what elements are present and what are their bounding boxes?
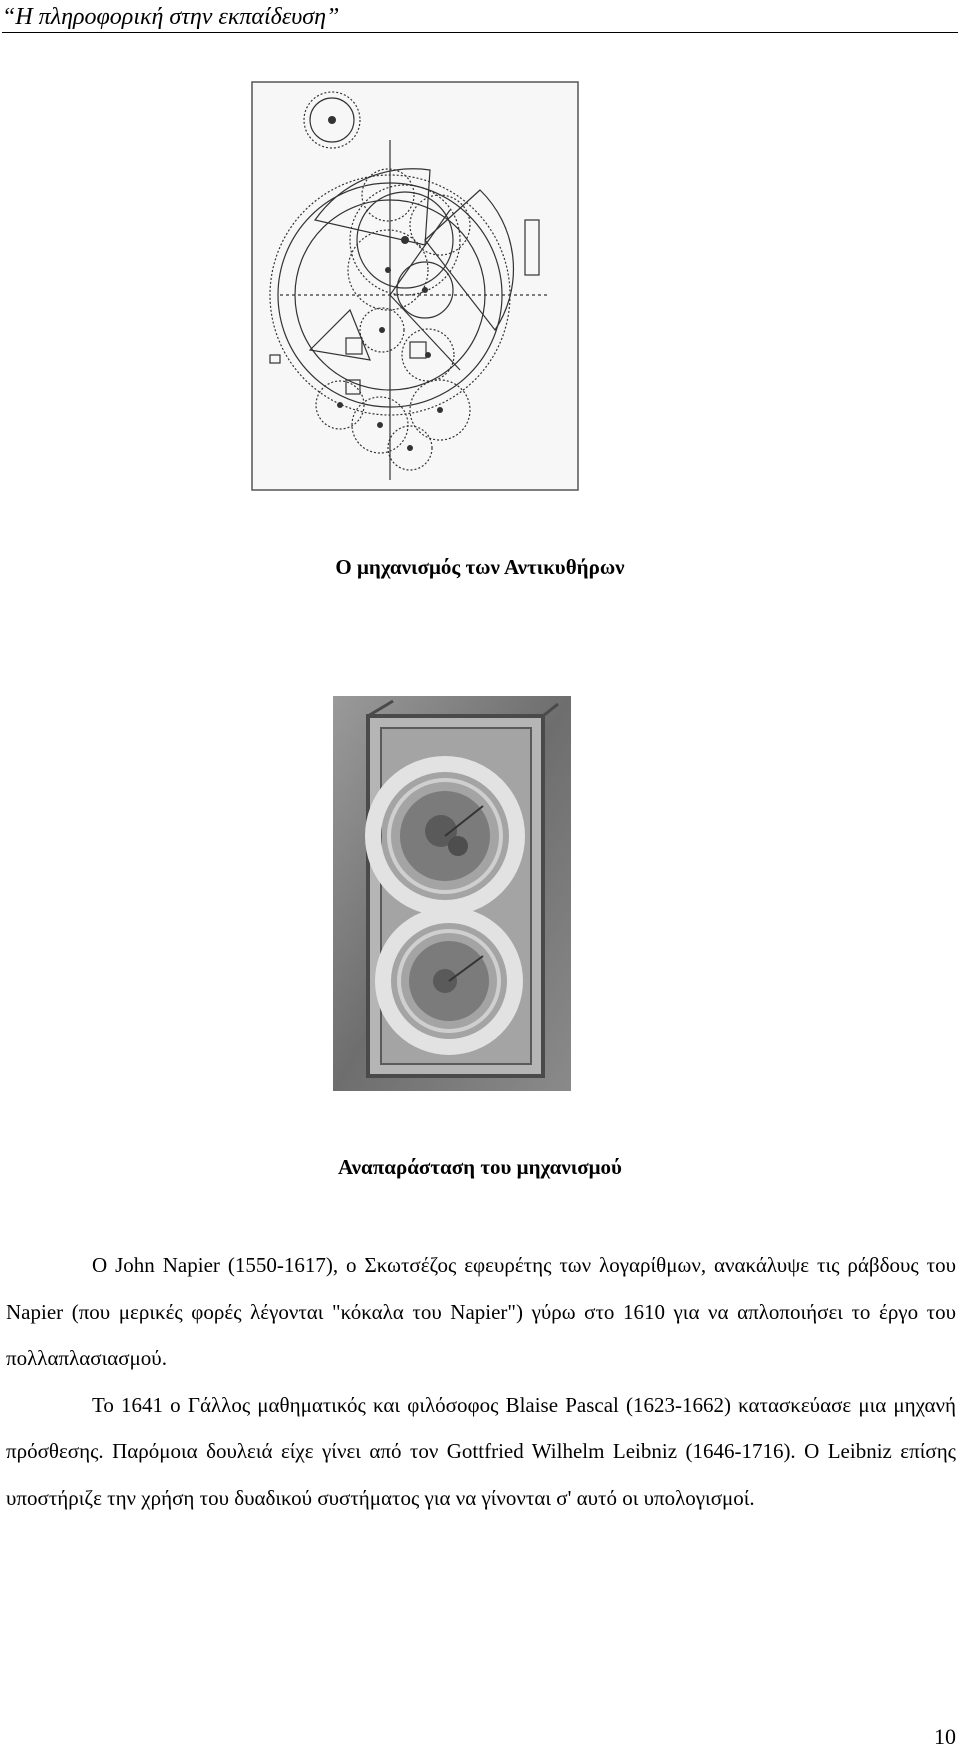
paragraph-napier: Ο John Napier (1550-1617), ο Σκωτσέζος εφευρέτης των λογαρίθμων, ανακάλυψε τις ράβδους του Napier (που μερικές φορές λέγονται "κόκαλα του Napier") γύρω στο 1610 για να απλοποιήσει το έργο του πολλαπλασιασμού.	[6, 1253, 956, 1370]
figure1-caption: Ο μηχανισμός των Αντικυθήρων	[335, 555, 625, 579]
page-number: 10	[934, 1724, 956, 1749]
header-title: “Η πληροφορική στην εκπαίδευση”	[2, 4, 340, 30]
mechanism-reconstruction-photo	[333, 696, 571, 1091]
figure2-caption: Αναπαράσταση του μηχανισμού	[338, 1155, 622, 1179]
body-text	[6, 1242, 956, 1521]
antikythera-diagram-figure	[250, 80, 580, 492]
paragraph-pascal-leibniz: Το 1641 ο Γάλλος μαθηματικός και φιλόσοφος Blaise Pascal (1623-1662) κατασκεύασε μια μηχανή πρόσθεσης. Παρόμοια δουλειά είχε γίνει από τον Gottfried Wilhelm Leibniz (1646-1716). Ο Leibniz επίσης υποστήριζε την χρήση του δυαδικού συστήματος για να γίνονται σ' αυτό οι υπολογισμοί.	[6, 1392, 956, 1510]
page-header	[2, 2, 958, 33]
